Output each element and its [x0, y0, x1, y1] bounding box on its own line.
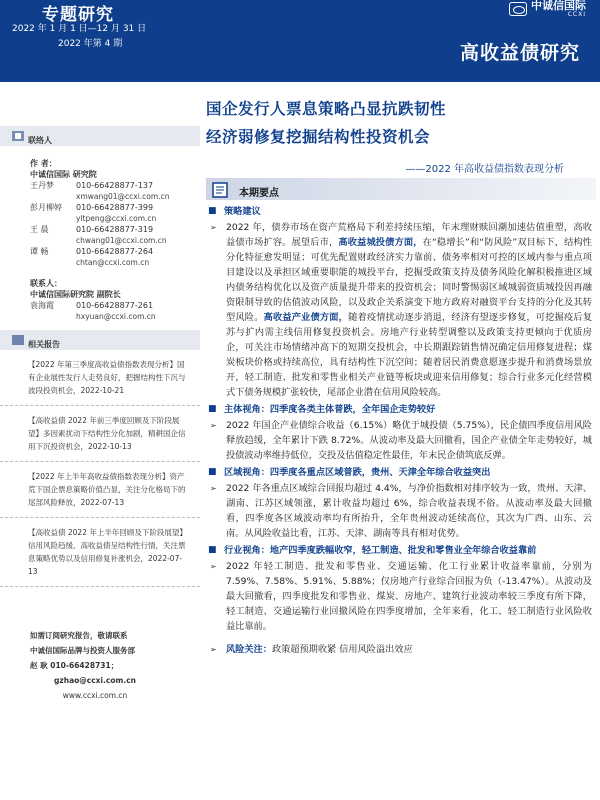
contact-phone: 010-66428877-137 — [76, 181, 154, 190]
contact-phone: 010-66428877-319 — [76, 225, 154, 234]
contacts-section-bar — [0, 126, 200, 146]
arrow-bullet-icon: ➢ — [210, 645, 217, 654]
contact-email[interactable]: chwang01@ccxi.com.cn — [76, 236, 167, 245]
authors-label: 作 者： — [30, 159, 57, 168]
region-paragraph — [206, 481, 596, 541]
report-list-icon — [12, 335, 24, 345]
brand-logo — [509, 0, 586, 18]
service-dept: 中诚信国际品牌与投资人服务部 — [30, 646, 135, 655]
industry-label: 行业视角：地产四季度跌幅收窄，轻工制造、批发和零售业全年综合收益靠前 — [224, 545, 537, 556]
key-points-label: 本期要点 — [239, 188, 279, 199]
contact-email[interactable]: xmwang01@ccxi.com.cn — [76, 192, 170, 201]
contact-card-icon — [12, 131, 24, 141]
risk-text: 政策超预期收紧 信用风险溢出效应 — [271, 644, 413, 655]
square-bullet-icon: ■ — [208, 404, 217, 414]
region-text: 2022 年各重点区域综合回报均超过 4.4%，与净价指数相对排序较为一致，贵州、天津、湖南、江苏区域领涨，累计收益均超过 6%，综合收益表现不俗。从波动率及最大回撤看，四季度各区域波动率均有所抬升，全年贵州波动延续高位，其次为广西、山东、云南。从风险收益比看，江苏、天津、湖南等具有相对优势。 — [226, 483, 592, 539]
industry-text: 2022 年轻工制造、批发和零售业、交通运输、化工行业累计收益率靠前，分别为 7.59%、7.58%、5.91%、5.88%；仅房地产行业综合回报为负（-13.47%）。从波动及最大回撤看，四季度批发和零售业、煤炭、房地产、建筑行业波动率较三季度有所下降，轻工制造、交通运输行业回撤风险在四季度增加，全年来看，化工、轻工制造行业风险收益比靠前。 — [226, 561, 592, 632]
arrow-bullet-icon: ➢ — [210, 484, 217, 493]
strategy-text-part: 2022 年，债券市场在资产荒格局下利差持续压缩，年末理财赎回潮加速估值重塑，高收益债市场扩容。展望后市， — [226, 222, 592, 248]
square-bullet-icon: ■ — [208, 206, 217, 216]
contact-name: 彭月柳婷 — [30, 203, 62, 212]
report-subtitle: ——2022 年高收益债指数表现分析 — [405, 164, 564, 175]
main-content — [206, 204, 596, 657]
liaison-org: 中诚信国际研究院 副院长 — [30, 290, 121, 299]
contact-email[interactable]: yltpeng@ccxi.com.cn — [76, 214, 157, 223]
related-report-item[interactable]: 【高收益债 2022 年前三季度回顾及下阶段展望】多因素扰动下结构性分化加剧，精耕国企信用下沉投资机会，2022-10-13 — [0, 406, 200, 462]
website-link[interactable]: www.ccxi.com.cn — [62, 691, 128, 700]
strategy-highlight: 高收益产业债方面， — [263, 312, 349, 323]
logo-en: CCXI — [567, 11, 586, 18]
contact-name: 王丹梦 — [30, 181, 54, 190]
industry-heading — [206, 543, 596, 558]
entity-label: 主体视角：四季度各类主体普跌，全年国企走势较好 — [224, 404, 436, 415]
contact-phone: 010-66428877-264 — [76, 247, 154, 256]
subscribe-text: 如需订阅研究报告，敬请联系 — [30, 631, 128, 640]
strategy-heading — [206, 204, 596, 219]
author-org: 中诚信国际 研究院 — [30, 170, 97, 179]
service-contact: 赵 耿 010-66428731； — [30, 661, 119, 670]
liaison-name: 袁海霞 — [30, 301, 54, 310]
logo-cn: 中诚信国际 — [531, 0, 586, 12]
liaison-label: 联系人： — [30, 279, 62, 288]
issue-number: 2022 年第 4 期 — [58, 39, 123, 49]
contacts-label: 联络人 — [28, 135, 52, 145]
contact-row — [30, 246, 200, 257]
contact-row — [30, 202, 200, 213]
report-type: 高收益债研究 — [459, 42, 580, 64]
contact-row — [30, 180, 200, 191]
contact-name: 谭 畅 — [30, 247, 49, 256]
report-header — [0, 0, 600, 82]
entity-text: 2022 年国企产业债综合收益（6.15%）略优于城投债（5.75%），民企债四季度信用风险释放趋缓，全年累计下跌 8.72%。从波动率及最大回撤看，国企产业债全年走势较好，城投债波动率维持低位，交投及估值稳定性最佳，年末民企债筑底反弹。 — [226, 420, 592, 461]
strategy-text-part: 在“稳增长”和“防风险”双目标下，结构性分化特征愈发明显；可优先配置财政经济实力靠前、债务率相对可控的区域内参与重点项目建设以及承担区域重要职能的城投平台，挖掘受政策支持及债务风险化解积极推进区域内债务结构优化以及资产质量提升带来的投资机会；同时警惕弱区域城弱资质城投因再融资限制导致的估值波动风险，以及政企关系演变下地方政府对融资平台支持的分化及其转型风险。 — [226, 237, 592, 323]
industry-paragraph — [206, 559, 596, 634]
contact-phone: 010-66428877-399 — [76, 203, 154, 212]
strategy-highlight: 高收益城投债方面， — [338, 237, 423, 248]
strategy-paragraph — [206, 220, 596, 400]
strategy-text-part: 随着疫情扰动逐步消退，经济有望逐步修复，可挖掘疫后复苏与扩内需主线信用修复投资机会。房地产行业转型调整以及政策支持更倾向于优质房企，可关注市场情绪冲高下的短期交投机会，中长期跟踪销售情况确定信用修复进程；煤炭板块价格或持续高位，具有结构性下沉空间；随着居民消费意愿逐步提升和消费场景放开，轻工制造、批发和零售业相关产业链等板块或迎来信用修复；综合行业多元化经营模式下债务规模扩张较快，尾部企业潜在信用风险较高。 — [226, 312, 593, 398]
title-line-2: 经济弱修复挖掘结构性投资机会 — [206, 128, 431, 146]
region-label: 区域视角：四季度各重点区域普跌，贵州、天津全年综合收益突出 — [224, 467, 491, 478]
square-bullet-icon: ■ — [208, 545, 217, 555]
entity-paragraph — [206, 418, 596, 463]
arrow-bullet-icon: ➢ — [210, 562, 217, 571]
strategy-text — [226, 220, 592, 400]
related-reports — [0, 330, 200, 587]
date-block — [12, 22, 146, 52]
risk-label: 风险关注： — [226, 644, 272, 655]
service-email[interactable]: gzhao@ccxi.com.cn — [54, 676, 136, 685]
arrow-bullet-icon: ➢ — [210, 223, 217, 232]
square-bullet-icon: ■ — [208, 467, 217, 477]
title-line-1: 国企发行人票息策略凸显抗跌韧性 — [206, 100, 447, 118]
contact-row — [30, 224, 200, 235]
region-heading — [206, 465, 596, 480]
date-range: 2022 年 1 月 1 日—12 月 31 日 — [12, 24, 147, 34]
arrow-bullet-icon: ➢ — [210, 421, 217, 430]
related-report-item[interactable]: 【高收益债 2022 年上半年回顾及下阶段展望】信用风险趋缓、高收益债呈结构性行情，关注票息策略优势以及信用修复补涨机会，2022-07-13 — [0, 518, 200, 587]
contact-email[interactable]: chtan@ccxi.com.cn — [76, 258, 150, 267]
related-section-bar — [0, 330, 200, 350]
document-icon — [212, 182, 232, 198]
risk-line — [206, 642, 596, 657]
subscription-info — [30, 628, 190, 703]
contact-name: 王 晨 — [30, 225, 49, 234]
related-label: 相关报告 — [28, 339, 60, 349]
related-report-item[interactable]: 【2022 年上半年高收益债指数表现分析】资产荒下国企票息策略价值凸显，关注分化格局下的尾部风险释放，2022-07-13 — [0, 462, 200, 518]
liaison-phone: 010-66428877-261 — [76, 301, 154, 310]
entity-heading — [206, 402, 596, 417]
logo-icon — [509, 2, 527, 16]
report-title — [206, 95, 586, 151]
series-title: 专题研究 — [42, 5, 114, 25]
liaison-row — [30, 300, 200, 311]
sidebar — [0, 126, 200, 322]
liaison-email[interactable]: hxyuan@ccxi.com.cn — [76, 312, 156, 321]
key-points-bar — [206, 178, 596, 200]
contacts-block — [0, 146, 200, 322]
related-report-item[interactable]: 【2022 年第三季度高收益债指数表现分析】国有企业展性发行人走势良好，把握结构性下沉与波段投资机会，2022-10-21 — [0, 350, 200, 406]
strategy-label: 策略建议 — [224, 206, 261, 217]
